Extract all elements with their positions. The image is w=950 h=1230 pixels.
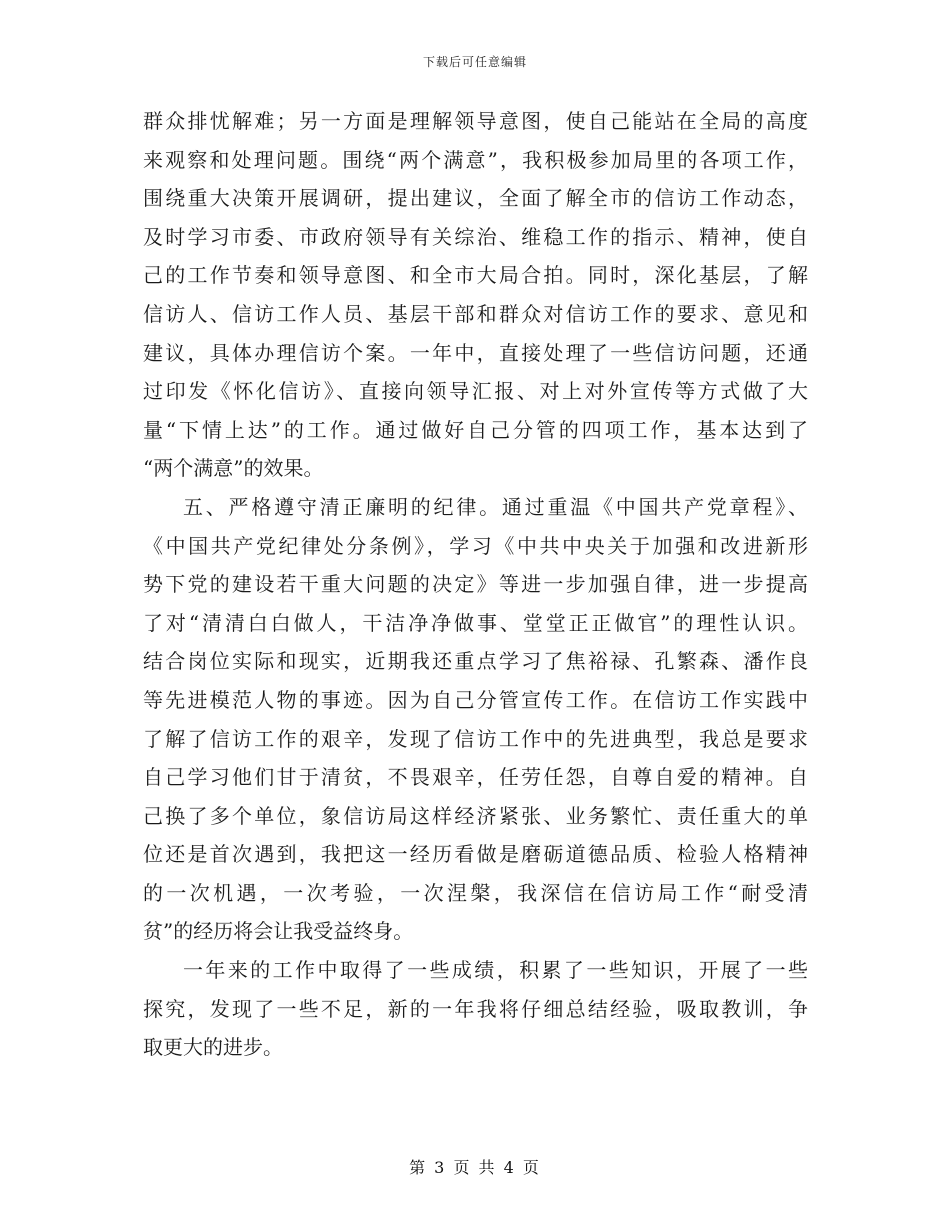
text-line: 自己学习他们甘于清贫，不畏艰辛，任劳任怨，自尊自爱的精神。自: [143, 765, 808, 790]
paragraph-3: [143, 951, 808, 1067]
text-line: 围绕重大决策开展调研，提出建议，全面了解全市的信访工作动态，: [143, 186, 808, 211]
text-line: 五、严格遵守清正廉明的纪律。通过重温《中国共产党章程》、: [183, 494, 808, 519]
document-body: [143, 102, 808, 1067]
text-line: 等先进模范人物的事迹。因为自己分管宣传工作。在信访工作实践中: [143, 687, 808, 712]
text-line: 群众排忧解难；另一方面是理解领导意图，使自己能站在全局的高度: [143, 109, 808, 133]
text-line: 了解了信访工作的艰辛，发现了信访工作中的先进典型，我总是要求: [143, 726, 808, 751]
paragraph-1: [143, 102, 808, 488]
text-line: 势下党的建设若干重大问题的决定》等进一步加强自律，进一步提高: [143, 572, 808, 597]
text-line: 结合岗位实际和现实，近期我还重点学习了焦裕禄、孔繁森、潘作良: [143, 649, 808, 674]
text-line: 量“下情上达”的工作。通过做好自己分管的四项工作，基本达到了: [143, 417, 808, 442]
text-line: 的一次机遇，一次考验，一次涅槃，我深信在信访局工作“耐受清: [143, 880, 808, 905]
text-line: 《中国共产党纪律处分条例》，学习《中共中央关于加强和改进新形: [143, 533, 808, 558]
text-line: 建议，具体办理信访个案。一年中，直接处理了一些信访问题，还通: [143, 340, 808, 365]
text-line: 来观察和处理问题。围绕“两个满意”，我积极参加局里的各项工作，: [143, 147, 808, 172]
text-line: 位还是首次遇到，我把这一经历看做是磨砺道德品质、检验人格精神: [143, 842, 808, 867]
text-line: 及时学习市委、市政府领导有关综治、维稳工作的指示、精神，使自: [143, 224, 808, 249]
text-line: 了对“清清白白做人，干洁净净做事、堂堂正正做官”的理性认识。: [143, 610, 808, 635]
text-line: 取更大的进步。: [143, 1035, 283, 1060]
text-line: 己换了多个单位，象信访局这样经济紧张、业务繁忙、责任重大的单: [143, 803, 808, 828]
text-line: 探究，发现了一些不足，新的一年我将仔细总结经验，吸取教训，争: [143, 996, 808, 1021]
page-number-footer: 第 3 页 共 4 页: [409, 1158, 541, 1177]
text-line: 信访人、信访工作人员、基层干部和群众对信访工作的要求、意见和: [143, 301, 808, 326]
paragraph-2: [143, 488, 808, 951]
text-line: 己的工作节奏和领导意图、和全市大局合拍。同时，深化基层，了解: [143, 263, 808, 288]
text-line: “两个满意”的效果。: [143, 456, 324, 481]
text-line: 过印发《怀化信访》、直接向领导汇报、对上对外宣传等方式做了大: [143, 379, 808, 404]
page-header: 下载后可任意编辑: [422, 55, 527, 69]
text-line: 贫”的经历将会让我受益终身。: [143, 919, 414, 944]
text-line: 一年来的工作中取得了一些成绩，积累了一些知识，开展了一些: [183, 958, 808, 983]
